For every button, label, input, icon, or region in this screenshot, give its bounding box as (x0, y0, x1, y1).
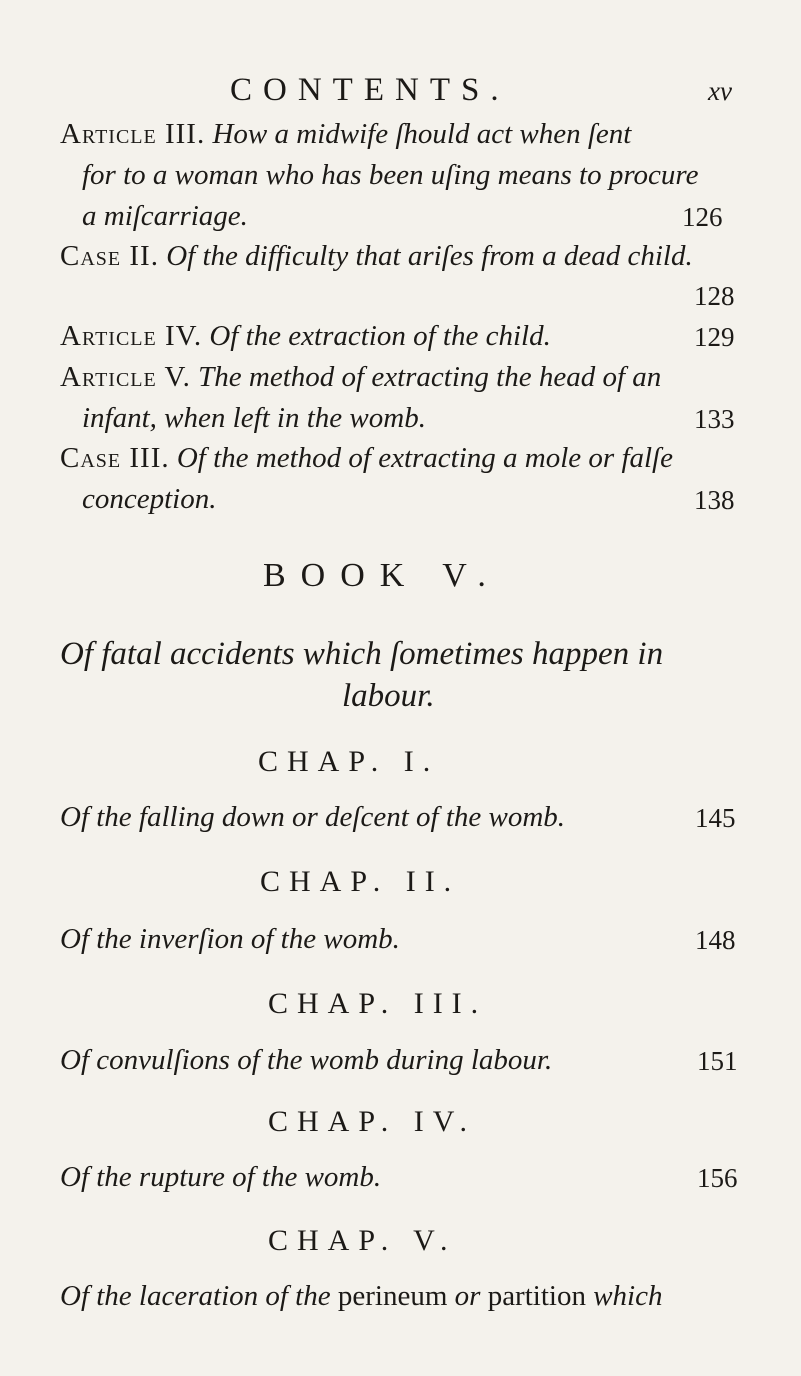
running-title: CONTENTS. (230, 72, 510, 108)
case-2-label: Case II. (60, 240, 159, 272)
case-3-label: Case III. (60, 442, 170, 474)
chap-5-title-part: or (454, 1280, 481, 1312)
case-2-title: Of the difficulty that ariſes from a dead child. (166, 240, 693, 272)
article-3-title-2: for to a woman who has been uſing means to procure (82, 159, 699, 191)
chap-5-title-line-1 (60, 1280, 662, 1313)
chap-5-title-roman: partition (487, 1280, 586, 1312)
article-4-label: Article IV. (60, 320, 203, 352)
article-4-title: Of the extraction of the child. (209, 320, 551, 352)
article-5-title-1: The method of extracting the head of an (198, 361, 662, 393)
article-5-page: 133 (694, 404, 735, 434)
case-3-page: 138 (694, 485, 735, 515)
folio-number: xv (708, 76, 732, 106)
chap-5-heading: CHAP. V. (268, 1224, 457, 1257)
case-3-title-1: Of the method of extracting a mole or falſe (176, 442, 673, 474)
chap-1-heading: CHAP. I. (258, 745, 440, 778)
chap-3-page: 151 (697, 1046, 738, 1076)
article-3-title-3: a miſcarriage. (82, 200, 248, 232)
article-5-label: Article V. (60, 361, 191, 393)
chap-4-page: 156 (697, 1163, 738, 1193)
book-subtitle-1: Of fatal accidents which ſometimes happen in (60, 636, 664, 672)
book-subtitle-2: labour. (342, 678, 435, 714)
case-2-line (60, 240, 693, 273)
article-3-line-1 (60, 118, 631, 151)
article-5-line-1 (60, 361, 661, 394)
chap-2-title: Of the inverſion of the womb. (60, 923, 400, 955)
chap-3-title: Of convulſions of the womb during labour. (60, 1044, 553, 1076)
article-3-label: Article III. (60, 118, 206, 150)
article-4-line (60, 320, 551, 353)
chap-5-title-roman: perineum (337, 1280, 448, 1312)
chap-2-heading: CHAP. II. (260, 865, 461, 898)
chap-4-title: Of the rupture of the womb. (60, 1161, 382, 1193)
chap-2-page: 148 (695, 925, 736, 955)
article-5-title-2: infant, when left in the womb. (82, 402, 426, 434)
chap-4-heading: CHAP. IV. (268, 1105, 476, 1138)
case-3-line-1 (60, 442, 673, 475)
chap-5-title-part: Of the laceration of the (60, 1280, 331, 1312)
case-3-title-2: conception. (82, 483, 217, 515)
article-4-page: 129 (694, 322, 735, 352)
chap-1-title: Of the falling down or deſcent of the womb. (60, 801, 566, 833)
article-3-title-1: How a midwife ſhould act when ſent (212, 118, 632, 150)
chap-1-page: 145 (695, 803, 736, 833)
article-3-page: 126 (682, 202, 723, 232)
chap-5-title-part: which (593, 1280, 663, 1312)
chap-3-heading: CHAP. III. (268, 987, 488, 1020)
case-2-page: 128 (694, 281, 735, 311)
book-heading: BOOK V. (263, 557, 501, 594)
